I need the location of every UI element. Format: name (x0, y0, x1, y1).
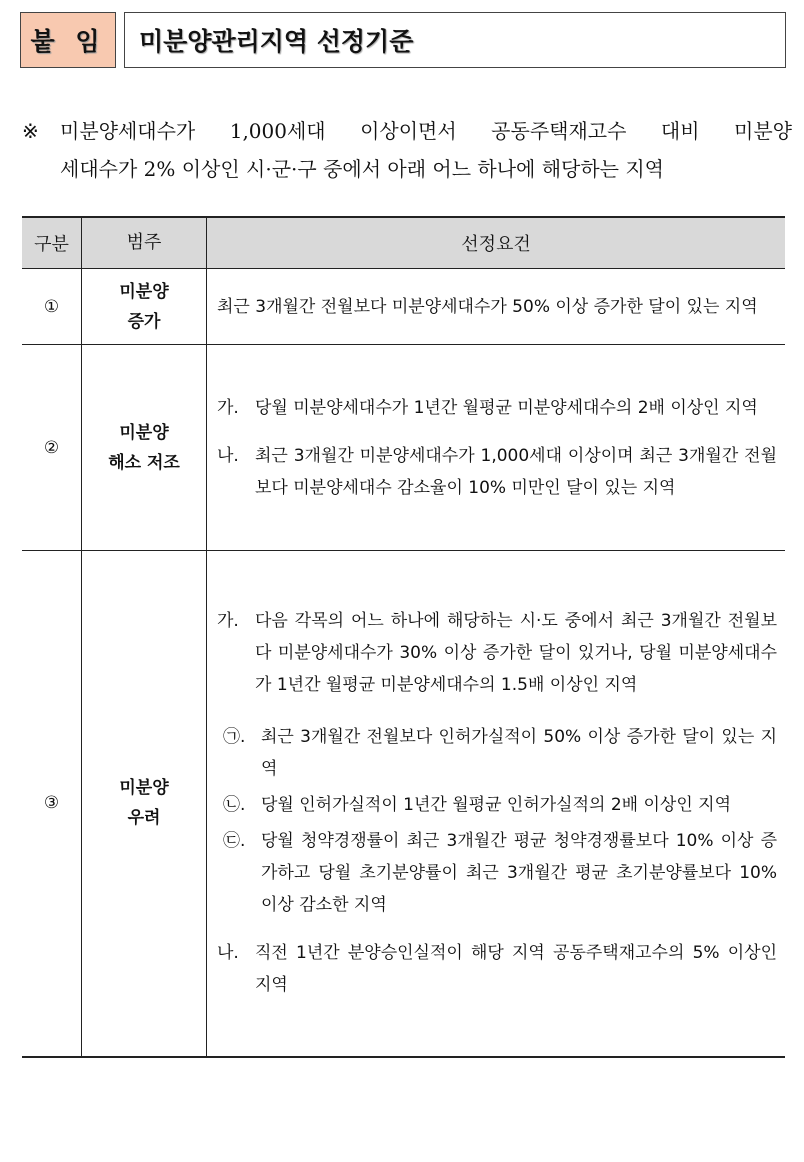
sub-item-text: 당월 청약경쟁률이 최근 3개월간 평균 청약경쟁률보다 10% 이상 증가하고 당월 초기분양률이 최근 3개월간 평균 초기분양률보다 10% 이상 감소한 지역 (261, 831, 777, 916)
header-category-no: 구분 (22, 217, 82, 269)
attachment-tag: 붙 임 (20, 12, 116, 68)
sub-item (217, 825, 777, 921)
row-category (82, 269, 207, 345)
item-text: 당월 미분양세대수가 1년간 월평균 미분양세대수의 2배 이상인 지역 (255, 397, 758, 418)
item-text: 다음 각목의 어느 하나에 해당하는 시·도 중에서 최근 3개월간 전월보다 미분양세대수가 30% 이상 증가한 달이 있거나, 당월 미분양세대수가 1년간 월평균 미분양세대수의 1.5배 이상인 지역 (255, 611, 777, 696)
header-category: 범주 (82, 217, 207, 269)
table-row (22, 345, 785, 551)
list-item (217, 440, 777, 504)
category-line-2: 우려 (127, 808, 161, 829)
sub-item-text: 당월 인허가실적이 1년간 월평균 인허가실적의 2배 이상인 지역 (261, 795, 732, 816)
sub-item-label: ㉡. (223, 795, 246, 816)
category-line-2: 해소 저조 (108, 452, 180, 473)
requirement-text: 최근 3개월간 전월보다 미분양세대수가 50% 이상 증가한 달이 있는 지역 (217, 296, 758, 317)
table-row (22, 551, 785, 1057)
item-text: 최근 3개월간 미분양세대수가 1,000세대 이상이며 최근 3개월간 전월보다 미분양세대수 감소율이 10% 미만인 달이 있는 지역 (255, 445, 777, 498)
note-line-1: 미분양세대수가 1,000세대 이상이면서 공동주택재고수 대비 미분양 (60, 119, 792, 143)
item-label: 나. (217, 943, 239, 964)
category-line-1: 미분양 (119, 778, 169, 799)
table-row (22, 269, 785, 345)
row-number: ② (22, 345, 82, 551)
item-label: 가. (217, 397, 239, 418)
sub-item (217, 789, 777, 821)
item-text: 직전 1년간 분양승인실적이 해당 지역 공동주택재고수의 5% 이상인 지역 (255, 943, 777, 996)
sub-item-text: 최근 3개월간 전월보다 인허가실적이 50% 이상 증가한 달이 있는 지역 (261, 727, 777, 780)
list-item (217, 937, 777, 1001)
list-item (217, 605, 777, 701)
sub-item-label: ㉢. (223, 831, 246, 852)
row-requirement (207, 345, 786, 551)
header-requirements: 선정요건 (207, 217, 786, 269)
row-category (82, 551, 207, 1057)
page-title: 미분양관리지역 선정기준 (124, 12, 786, 68)
note-line-2: 세대수가 2% 이상인 시·군·구 중에서 아래 어느 하나에 해당하는 지역 (60, 157, 664, 181)
sub-item-label: ㉠. (223, 727, 246, 748)
row-number: ③ (22, 551, 82, 1057)
row-category (82, 345, 207, 551)
row-number: ① (22, 269, 82, 345)
list-item (217, 392, 777, 424)
category-line-2: 증가 (127, 311, 161, 332)
row-requirement (207, 551, 786, 1057)
criteria-table (22, 216, 785, 1058)
row-requirement (207, 269, 786, 345)
category-line-1: 미분양 (119, 281, 169, 302)
item-label: 가. (217, 611, 239, 632)
criteria-note (22, 112, 792, 188)
note-mark: ※ (22, 119, 39, 143)
table-header-row (22, 217, 785, 269)
sub-item (217, 721, 777, 785)
item-label: 나. (217, 445, 239, 466)
category-line-1: 미분양 (119, 422, 169, 443)
